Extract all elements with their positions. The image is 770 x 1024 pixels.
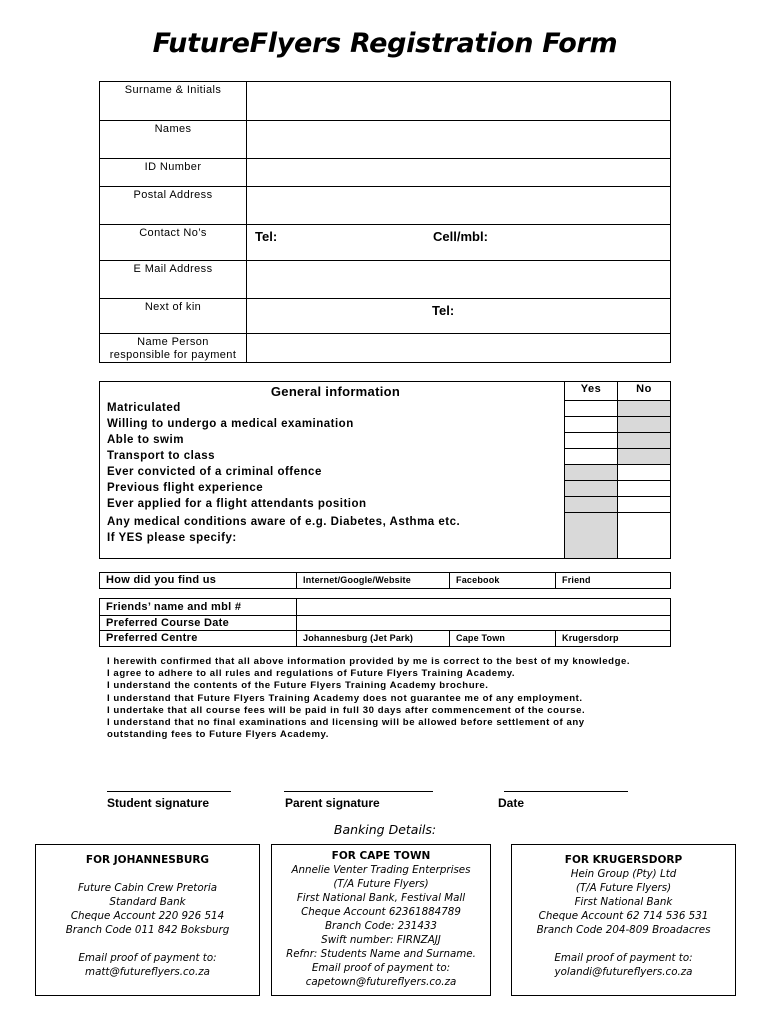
next-of-kin-label: Next of kin (100, 299, 247, 334)
banking-johannesburg-box: FOR JOHANNESBURG Future Cabin Crew Pretoria Standard Bank Cheque Account 220 926 514 Branch Code 011 842 Boksburg Email proof of payment to: matt@futureflyers.co.za (35, 844, 260, 996)
postal-address-field[interactable] (247, 187, 671, 225)
answer-yes-box[interactable] (565, 416, 618, 432)
contact-label: Contact No’s (100, 225, 247, 261)
answer-no-box[interactable] (618, 464, 671, 480)
email-field[interactable] (247, 261, 671, 299)
answer-no-box[interactable] (618, 416, 671, 432)
centre-krugersdorp-option[interactable]: Krugersdorp (556, 631, 671, 647)
preferences-table (99, 598, 671, 647)
postal-address-label: Postal Address (100, 187, 247, 225)
payer-field[interactable] (247, 334, 671, 363)
answer-no-box[interactable] (618, 432, 671, 448)
answer-yes-box[interactable] (565, 496, 618, 512)
answer-yes-box[interactable] (565, 448, 618, 464)
answer-no-box[interactable] (618, 480, 671, 496)
question-criminal: Ever convicted of a criminal offence (100, 464, 565, 480)
centre-johannesburg-option[interactable]: Johannesburg (Jet Park) (297, 631, 450, 647)
answer-yes-box[interactable] (565, 432, 618, 448)
answer-yes-box[interactable] (565, 480, 618, 496)
source-label: How did you find us (100, 573, 297, 589)
contact-tel-label: Tel: (255, 229, 278, 244)
next-of-kin-field[interactable] (247, 299, 671, 334)
answer-yes-box[interactable] (565, 464, 618, 480)
general-info-table (99, 381, 671, 559)
source-friend-option[interactable]: Friend (556, 573, 671, 589)
answer-yes-box[interactable] (565, 512, 618, 559)
page-title: FutureFlyers Registration Form (152, 28, 618, 59)
surname-label: Surname & Initials (100, 82, 247, 121)
names-label: Names (100, 121, 247, 159)
question-transport: Transport to class (100, 448, 565, 464)
question-medical-exam: Willing to undergo a medical examination (100, 416, 565, 432)
source-table (99, 572, 671, 589)
contact-field[interactable] (247, 225, 671, 261)
contact-cell-label: Cell/mbl: (433, 229, 488, 244)
question-matriculated: Matriculated (100, 400, 565, 416)
yes-header: Yes (565, 382, 618, 401)
question-flight-experience: Previous flight experience (100, 480, 565, 496)
answer-no-box[interactable] (618, 512, 671, 559)
personal-details-table (99, 81, 671, 363)
no-header: No (618, 382, 671, 401)
answer-no-box[interactable] (618, 448, 671, 464)
course-date-field[interactable] (297, 616, 671, 631)
id-number-label: ID Number (100, 159, 247, 187)
parent-signature-line[interactable] (284, 791, 433, 792)
question-medical-conditions: Any medical conditions aware of e.g. Diabetes, Asthma etc. If YES please specify: (100, 512, 565, 559)
declaration-text: I herewith confirmed that all above information provided by me is correct to the best of my knowledge. I agree to adhere to all rules and regulations of Future Flyers Training Academy. I understand the contents of the Future Flyers Training Academy brochure. I understand that Future Flyers Training Academy does not guarantee me of any employment. I undertake that all course fees will be paid in full 30 days after commencement of the course. I understand that no final examinations and licensing will be allowed before settlement of any outstanding fees to Future Flyers Academy. (107, 656, 631, 741)
parent-signature-label: Parent signature (285, 796, 380, 810)
answer-no-box[interactable] (618, 400, 671, 416)
question-swim: Able to swim (100, 432, 565, 448)
answer-no-box[interactable] (618, 496, 671, 512)
centre-cape-town-option[interactable]: Cape Town (450, 631, 556, 647)
centre-label: Preferred Centre (100, 631, 297, 647)
friends-name-label: Friends’ name and mbl # (100, 599, 297, 616)
banking-krugersdorp-box: FOR KRUGERSDORP Hein Group (Pty) Ltd (T/A Future Flyers) First National Bank Cheque Account 62 714 536 531 Branch Code 204-809 Broadacres Email proof of payment to: yolandi@futureflyers.co.za (511, 844, 736, 996)
id-number-field[interactable] (247, 159, 671, 187)
surname-field[interactable] (247, 82, 671, 121)
student-signature-label: Student signature (107, 796, 210, 810)
source-internet-option[interactable]: Internet/Google/Website (297, 573, 450, 589)
question-applied-before: Ever applied for a flight attendants position (100, 496, 565, 512)
next-of-kin-tel-label: Tel: (432, 303, 455, 318)
source-facebook-option[interactable]: Facebook (450, 573, 556, 589)
date-line[interactable] (504, 791, 628, 792)
banking-cape-town-box: FOR CAPE TOWN Annelie Venter Trading Enterprises (T/A Future Flyers) First National Bank, Festival Mall Cheque Account 62361884789 Branch Code: 231433 Swift number: FIRNZAJJ Refnr: Students Name and Surname. Email proof of payment to: capetown@futureflyers.co.za (271, 844, 491, 996)
course-date-label: Preferred Course Date (100, 616, 297, 631)
date-label: Date (498, 796, 525, 810)
friends-name-field[interactable] (297, 599, 671, 616)
student-signature-line[interactable] (107, 791, 231, 792)
names-field[interactable] (247, 121, 671, 159)
general-info-title: General information (100, 382, 565, 401)
answer-yes-box[interactable] (565, 400, 618, 416)
payer-label: Name Person responsible for payment (100, 334, 247, 363)
email-label: E Mail Address (100, 261, 247, 299)
banking-heading: Banking Details: (333, 822, 437, 837)
